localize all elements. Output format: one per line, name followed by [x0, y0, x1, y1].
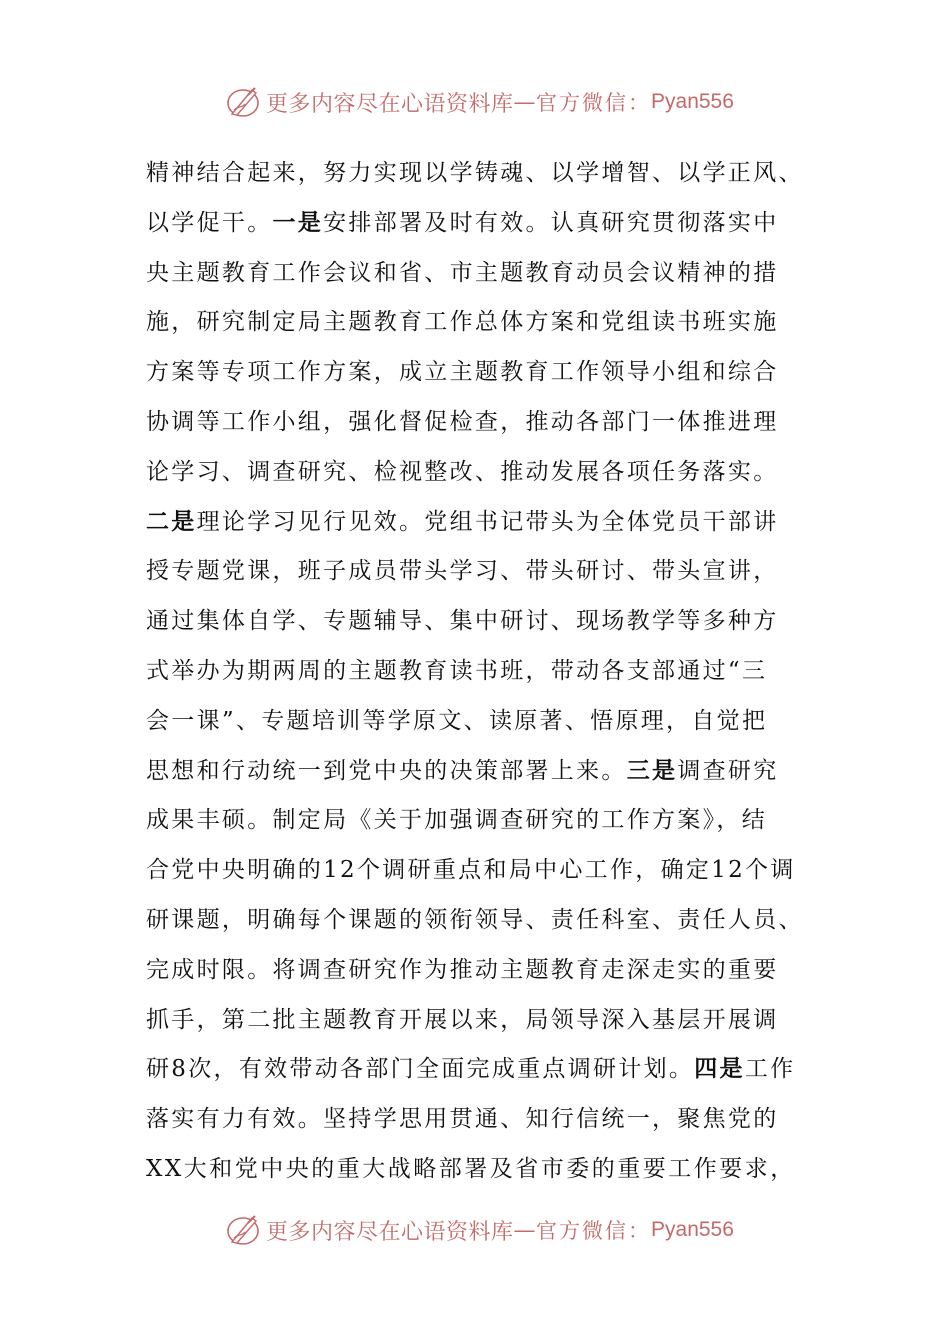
ordinal-marker: 三是: [626, 757, 678, 784]
text-segment: 通过集体自学、专题辅导、集中研讨、现场教学等多种方: [146, 608, 779, 635]
text-line: [146, 547, 806, 597]
watermark-dash: —: [513, 1217, 537, 1243]
text-segment: 研8次，有效带动各部门全面完成重点调研计划。: [146, 1056, 695, 1083]
watermark-wechat-label: 官方微信：: [536, 91, 652, 115]
text-segment: 调查研究: [677, 757, 779, 784]
text-line: [146, 1095, 806, 1145]
text-segment: 工作: [744, 1056, 796, 1083]
watermark-wechat-id: Pyan556: [651, 90, 734, 113]
text-line: [146, 597, 806, 647]
text-segment: 精神结合起来，努力实现以学铸魂、以学增智、以学正风、: [146, 160, 804, 186]
text-segment: 以学促干。: [146, 209, 273, 236]
watermark-banner-bottom: [226, 1210, 734, 1250]
watermark-site-text: 更多内容尽在心语资料库: [266, 91, 514, 117]
text-segment: 抓手，第二批主题教育开展以来，局领导深入基层开展调: [146, 1006, 779, 1033]
text-segment: 会一课”、专题培训等学原文、读原著、悟原理，自觉把: [146, 707, 768, 734]
text-line: [146, 448, 806, 498]
text-segment: 央主题教育工作会议和省、市主题教育动员会议精神的措: [146, 259, 779, 286]
text-segment: 方案等专项工作方案，成立主题教育工作领导小组和综合: [146, 359, 779, 386]
text-segment: 落实有力有效。坚持学思用贯通、知行信统一，聚焦党的: [146, 1106, 779, 1133]
watermark-banner-top: [226, 82, 734, 122]
text-line: [146, 846, 806, 896]
text-line: [146, 298, 806, 348]
quill-logo-icon: [226, 84, 262, 120]
text-line: [146, 896, 806, 946]
text-segment: 合党中央明确的12个调研重点和局中心工作，确定12个调: [146, 857, 796, 884]
text-segment: 思想和行动统一到党中央的决策部署上来。: [146, 757, 627, 784]
text-segment: 完成时限。将调查研究作为推动主题教育走深走实的重要: [146, 956, 779, 983]
text-line: [146, 747, 806, 797]
text-segment: 理论学习见行见效。党组书记带头为全体党员干部讲: [196, 508, 779, 535]
text-segment: 论学习、调查研究、检视整改、推动发展各项任务落实。: [146, 458, 779, 485]
watermark-dash: —: [513, 89, 537, 115]
text-segment: 安排部署及时有效。认真研究贯彻落实中: [323, 209, 779, 236]
text-segment: 施，研究制定局主题教育工作总体方案和党组读书班实施: [146, 309, 779, 336]
text-line: [146, 149, 806, 199]
text-line: [146, 647, 806, 697]
ordinal-marker: 四是: [694, 1056, 745, 1083]
text-line: [146, 796, 806, 846]
text-segment: 式举办为期两周的主题教育读书班，带动各支部通过“三: [146, 657, 768, 684]
text-segment: 协调等工作小组，强化督促检查，推动各部门一体推进理: [146, 408, 779, 435]
watermark-wechat-label: 官方微信：: [536, 1219, 652, 1243]
watermark-site-text: 更多内容尽在心语资料库: [266, 1219, 514, 1245]
text-line: [146, 697, 806, 747]
text-line: [146, 348, 806, 398]
text-line: [146, 1045, 806, 1095]
watermark-wechat-id: Pyan556: [651, 1218, 734, 1241]
text-line: [146, 199, 806, 249]
text-line: [146, 249, 806, 299]
text-segment: 研课题，明确每个课题的领衔领导、责任科室、责任人员、: [146, 906, 804, 933]
text-segment: 授专题党课，班子成员带头学习、带头研讨、带头宣讲，: [146, 558, 779, 585]
text-line: [146, 946, 806, 996]
ordinal-marker: 一是: [272, 209, 324, 236]
text-line: [146, 398, 806, 448]
document-body: [146, 149, 806, 1195]
text-line: [146, 996, 806, 1046]
text-segment: XX大和党中央的重大战略部署及省市委的重要工作要求，: [146, 1155, 796, 1182]
text-line: [146, 498, 806, 548]
text-segment: 成果丰硕。制定局《关于加强调查研究的工作方案》，结: [146, 807, 767, 834]
text-line: [146, 1145, 806, 1195]
ordinal-marker: 二是: [146, 508, 197, 535]
quill-logo-icon: [226, 1212, 262, 1248]
